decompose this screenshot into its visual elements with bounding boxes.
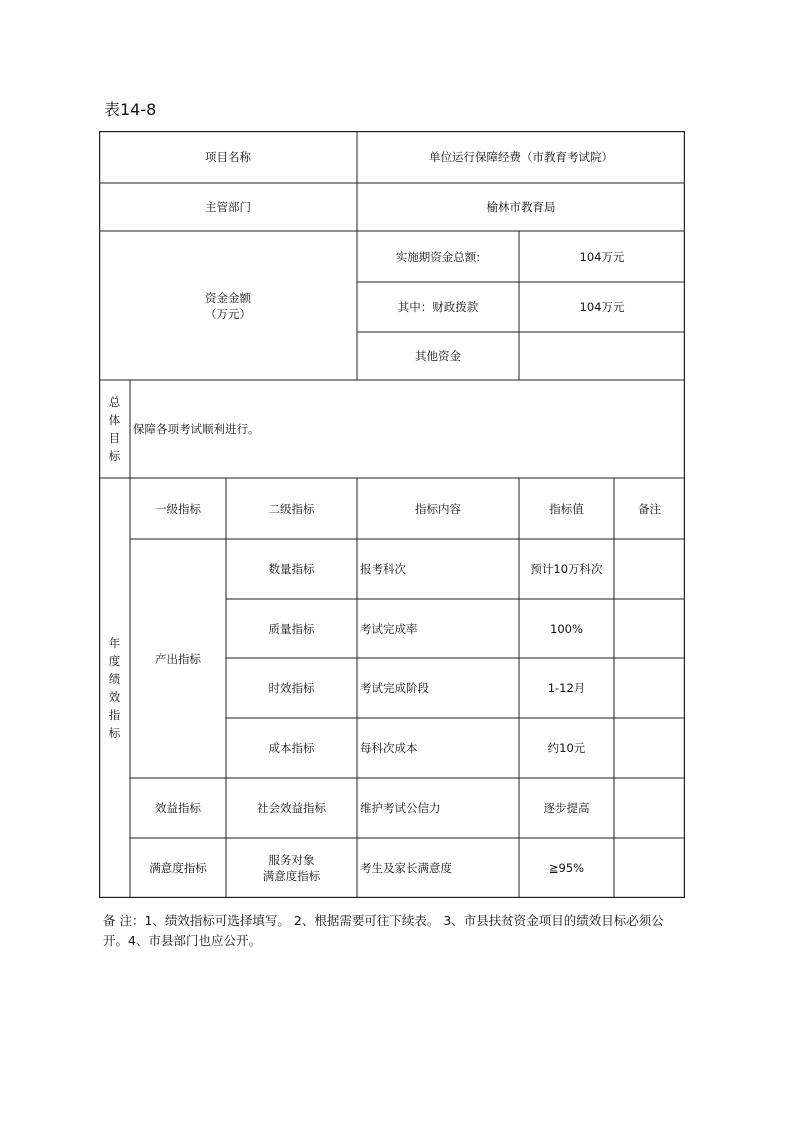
output-indicator-label: 产出指标 bbox=[155, 651, 201, 666]
social-benefit-value: 逐步提高 bbox=[543, 801, 590, 815]
fund-amount-label bbox=[99, 231, 357, 380]
service-satisfaction-line1: 服务对象 bbox=[268, 853, 315, 867]
satisfaction-content: 考生及家长满意度 bbox=[360, 861, 452, 875]
project-name-label: 项目名称 bbox=[205, 150, 251, 164]
header-level2: 二级指标 bbox=[268, 501, 315, 516]
timeliness-note bbox=[614, 658, 685, 718]
satisfaction-value: ≧95% bbox=[548, 861, 585, 875]
satisfaction-note bbox=[614, 838, 685, 898]
other-fund-value bbox=[519, 332, 685, 380]
header-level1: 一级指标 bbox=[155, 501, 201, 516]
quality-note bbox=[614, 599, 685, 658]
overall-goal-text: 保障各项考试顺利进行。 bbox=[133, 422, 260, 436]
fund-amount-label-line1: 资金金额 bbox=[205, 290, 251, 305]
fund-amount-label-line2: （万元） bbox=[205, 306, 251, 321]
fiscal-fund-value: 104万元 bbox=[579, 300, 625, 314]
satisfaction-indicator-label: 满意度指标 bbox=[149, 861, 207, 875]
cost-note bbox=[614, 718, 685, 778]
footnote: 备 注：1、绩效指标可选择填写。 2、根据需要可往下续表。 3、市县扶贫资金项目的绩效目标必须公开。4、市县部门也应公开。 bbox=[103, 913, 664, 948]
project-name-value: 单位运行保障经费（市教育考试院） bbox=[429, 150, 613, 164]
service-satisfaction-line2: 满意度指标 bbox=[262, 869, 321, 883]
timeliness-value: 1-12月 bbox=[547, 681, 586, 695]
header-note: 备注 bbox=[638, 501, 661, 516]
quantity-content: 报考科次 bbox=[360, 562, 406, 576]
department-value: 榆林市教育局 bbox=[486, 200, 556, 214]
cost-indicator: 成本指标 bbox=[268, 741, 315, 755]
header-value: 指标值 bbox=[549, 501, 584, 516]
quantity-note bbox=[614, 539, 685, 599]
overall-goal-label: 总 体 目 标 bbox=[108, 395, 121, 463]
social-benefit-note bbox=[614, 778, 685, 838]
quality-indicator: 质量指标 bbox=[268, 621, 315, 636]
quantity-indicator: 数量指标 bbox=[268, 562, 315, 576]
social-benefit-content: 维护考试公信力 bbox=[360, 801, 441, 815]
quality-content: 考试完成率 bbox=[360, 621, 418, 636]
timeliness-content: 考试完成阶段 bbox=[360, 681, 429, 695]
cost-content: 每科次成本 bbox=[360, 741, 418, 755]
table-number: 表14-8 bbox=[104, 100, 157, 119]
performance-table bbox=[99, 131, 685, 898]
total-fund-value: 104万元 bbox=[579, 249, 625, 264]
quantity-value: 预计10万科次 bbox=[530, 562, 603, 576]
benefit-indicator-label: 效益指标 bbox=[155, 801, 201, 815]
header-content: 指标内容 bbox=[415, 501, 461, 516]
social-benefit-indicator: 社会效益指标 bbox=[257, 801, 326, 815]
quality-value: 100% bbox=[550, 621, 583, 636]
total-fund-label: 实施期资金总额: bbox=[395, 249, 481, 264]
annual-indicator-label: 年 度 绩 效 指 标 bbox=[108, 636, 121, 740]
timeliness-indicator: 时效指标 bbox=[268, 681, 315, 695]
service-satisfaction-indicator bbox=[226, 838, 357, 898]
fiscal-fund-label: 其中：财政拨款 bbox=[397, 300, 479, 314]
cost-value: 约10元 bbox=[547, 741, 586, 755]
department-label: 主管部门 bbox=[205, 200, 251, 214]
other-fund-label: 其他资金 bbox=[415, 349, 461, 363]
